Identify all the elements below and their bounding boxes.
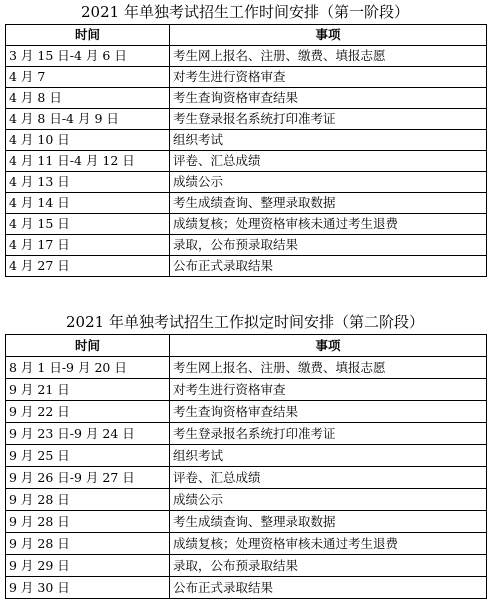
table-row xyxy=(6,130,487,151)
item-cell: 成绩公示 xyxy=(170,489,487,511)
table-row xyxy=(6,445,487,467)
date-cell: 8 月 1 日-9 月 20 日 xyxy=(6,357,170,379)
date-cell: 4 月 7 xyxy=(6,67,170,88)
table-row xyxy=(6,555,487,577)
table-row xyxy=(6,489,487,511)
item-cell: 考生登录报名系统打印准考证 xyxy=(170,109,487,130)
phase1-schedule-table xyxy=(5,24,487,277)
item-cell: 考生网上报名、注册、缴费、填报志愿 xyxy=(170,46,487,67)
item-cell: 考生网上报名、注册、缴费、填报志愿 xyxy=(170,357,487,379)
item-cell: 组织考试 xyxy=(170,445,487,467)
item-cell: 评卷、汇总成绩 xyxy=(170,151,487,172)
item-cell: 录取，公布预录取结果 xyxy=(170,235,487,256)
item-cell: 考生查询资格审查结果 xyxy=(170,88,487,109)
table-row xyxy=(6,533,487,555)
item-cell: 评卷、汇总成绩 xyxy=(170,467,487,489)
table-row xyxy=(6,67,487,88)
date-cell: 4 月 13 日 xyxy=(6,172,170,193)
item-column-header: 事项 xyxy=(170,25,487,46)
item-cell: 对考生进行资格审查 xyxy=(170,379,487,401)
item-cell: 考生成绩查询、整理录取数据 xyxy=(170,511,487,533)
table-row xyxy=(6,109,487,130)
table-row xyxy=(6,511,487,533)
table-row xyxy=(6,172,487,193)
item-cell: 公布正式录取结果 xyxy=(170,256,487,277)
date-cell: 4 月 8 日-4 月 9 日 xyxy=(6,109,170,130)
date-cell: 9 月 28 日 xyxy=(6,489,170,511)
item-cell: 录取，公布预录取结果 xyxy=(170,555,487,577)
date-cell: 9 月 23 日-9 月 24 日 xyxy=(6,423,170,445)
table-row xyxy=(6,467,487,489)
table-row xyxy=(6,256,487,277)
phase2-title: 2021 年单独考试招生工作拟定时间安排（第二阶段） xyxy=(66,313,424,331)
time-column-header: 时间 xyxy=(6,25,170,46)
date-cell: 9 月 30 日 xyxy=(6,577,170,599)
date-cell: 9 月 22 日 xyxy=(6,401,170,423)
date-cell: 4 月 14 日 xyxy=(6,193,170,214)
phase1-title: 2021 年单独考试招生工作时间安排（第一阶段） xyxy=(81,3,409,21)
table-row xyxy=(6,357,487,379)
table-row xyxy=(6,46,487,67)
table-row xyxy=(6,88,487,109)
date-cell: 9 月 29 日 xyxy=(6,555,170,577)
date-cell: 9 月 25 日 xyxy=(6,445,170,467)
table-row xyxy=(6,423,487,445)
table-row xyxy=(6,214,487,235)
table-row xyxy=(6,379,487,401)
item-cell: 公布正式录取结果 xyxy=(170,577,487,599)
time-column-header: 时间 xyxy=(6,335,170,357)
phase2-schedule-table xyxy=(5,334,487,599)
date-cell: 4 月 11 日-4 月 12 日 xyxy=(6,151,170,172)
date-cell: 4 月 8 日 xyxy=(6,88,170,109)
item-cell: 成绩复核；处理资格审核未通过考生退费 xyxy=(170,533,487,555)
phase1-header-row xyxy=(6,25,487,46)
item-cell: 考生查询资格审查结果 xyxy=(170,401,487,423)
date-cell: 3 月 15 日-4 月 6 日 xyxy=(6,46,170,67)
table-row xyxy=(6,151,487,172)
table-row xyxy=(6,577,487,599)
date-cell: 4 月 27 日 xyxy=(6,256,170,277)
item-column-header: 事项 xyxy=(170,335,487,357)
table-row xyxy=(6,235,487,256)
date-cell: 4 月 15 日 xyxy=(6,214,170,235)
item-cell: 成绩公示 xyxy=(170,172,487,193)
item-cell: 对考生进行资格审查 xyxy=(170,67,487,88)
table-row xyxy=(6,401,487,423)
item-cell: 成绩复核；处理资格审核未通过考生退费 xyxy=(170,214,487,235)
item-cell: 考生登录报名系统打印准考证 xyxy=(170,423,487,445)
date-cell: 4 月 10 日 xyxy=(6,130,170,151)
table-row xyxy=(6,193,487,214)
date-cell: 9 月 28 日 xyxy=(6,533,170,555)
date-cell: 9 月 28 日 xyxy=(6,511,170,533)
item-cell: 组织考试 xyxy=(170,130,487,151)
item-cell: 考生成绩查询、整理录取数据 xyxy=(170,193,487,214)
date-cell: 4 月 17 日 xyxy=(6,235,170,256)
phase2-rows xyxy=(6,357,487,599)
date-cell: 9 月 21 日 xyxy=(6,379,170,401)
phase1-rows xyxy=(6,46,487,277)
date-cell: 9 月 26 日-9 月 27 日 xyxy=(6,467,170,489)
phase2-header-row xyxy=(6,335,487,357)
